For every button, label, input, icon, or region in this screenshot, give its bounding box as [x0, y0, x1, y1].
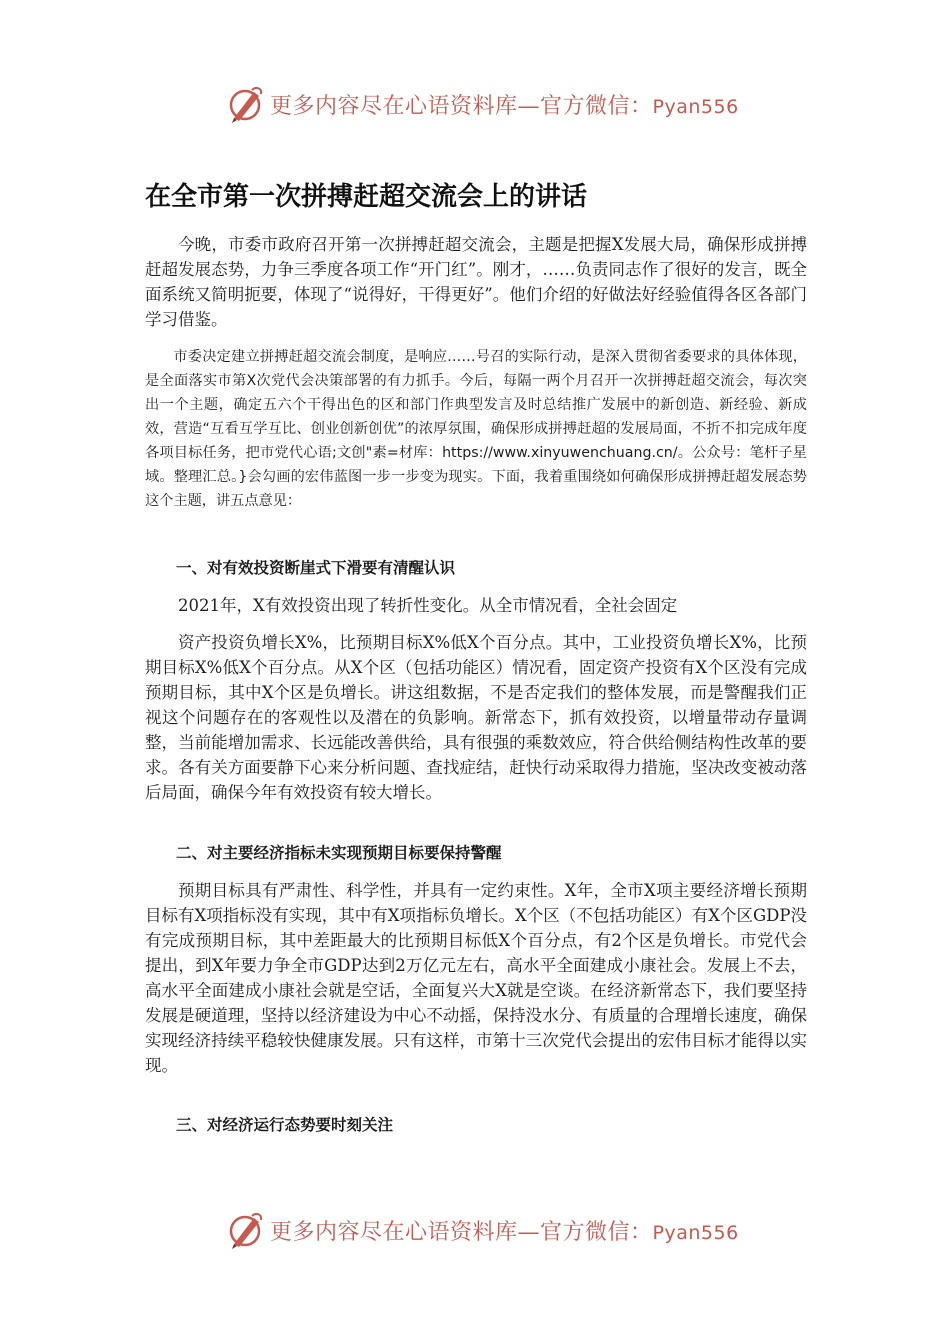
- banner-text: [270, 1215, 739, 1246]
- header-banner: [226, 82, 746, 126]
- banner-wechat-id: Pyan556: [652, 95, 739, 118]
- paragraph-investment: 资产投资负增长X%，比预期目标X%低X个百分点。其中，工业投资负增长X%，比预期目标X%低X个百分点。从X个区（包括功能区）情况看，固定资产投资有X个区没有完成预期目标，其中X个区是负增长。讲这组数据，不是否定我们的整体发展，而是警醒我们正视这个问题存在的客观性以及潜在的负影响。新常态下，抓有效投资，以增量带动存量调整，当前能增加需求、长远能改善供给，具有很强的乘数效应，符合供给侧结构性改革的要求。各有关方面要静下心来分析问题、查找症结，赶快行动采取得力措施，坚决改变被动落后局面，确保今年有效投资有较大增长。: [145, 633, 807, 802]
- paragraph-targets: 预期目标具有严肃性、科学性，并具有一定约束性。X年，全市X项主要经济增长预期目标有X项指标没有实现，其中有X项指标负增长。X个区（不包括功能区）有X个区GDP没有完成预期目标，其中差距最大的比预期目标低X个百分点，有2个区是负增长。市党代会提出，到X年要力争全市GDP达到2万亿元左右，高水平全面建成小康社会。发展上不去，高水平全面建成小康社会就是空话，全面复兴大X就是空谈。在经济新常态下，我们要坚持发展是硬道理，坚持以经济建设为中心不动摇，保持没水分、有质量的合理增长速度，确保实现经济持续平稳较快健康发展。只有这样，市第十三次党代会提出的宏伟目标才能得以实现。: [145, 881, 807, 1075]
- banner-wechat-id: Pyan556: [652, 1221, 739, 1244]
- document-title: 在全市第一次拼搏赶超交流会上的讲话: [145, 182, 588, 212]
- banner-label: 更多内容尽在心语资料库—官方微信：: [270, 1219, 653, 1245]
- paragraph-investment-lead: 2021年，X有效投资出现了转折性变化。从全市情况看，全社会固定: [178, 596, 678, 615]
- banner-label: 更多内容尽在心语资料库—官方微信：: [270, 93, 653, 119]
- pen-logo-icon: [226, 1210, 266, 1250]
- pen-logo-icon: [226, 84, 266, 124]
- footer-banner: [226, 1208, 746, 1252]
- banner-text: [270, 89, 739, 120]
- section-heading-2: 二、对主要经济指标未实现预期目标要保持警醒: [176, 844, 502, 862]
- section-heading-3: 三、对经济运行态势要时刻关注: [176, 1116, 394, 1134]
- paragraph-meeting-system: 市委决定建立拼搏赶超交流会制度，是响应……号召的实际行动，是深入贯彻省委要求的具体体现，是全面落实市第X次党代会决策部署的有力抓手。今后，每隔一两个月召开一次拼搏赶超交流会，每次突出一个主题，确定五六个干得出色的区和部门作典型发言及时总结推广发展中的新创造、新经验、新成效，营造“互看互学互比、创业创新创优”的浓厚氛围，确保形成拼搏赶超的发展局面，不折不扣完成年度各项目标任务，把市党代心语;文创"素=材库：https://www.xinyuwenchuang.cn/。公众号：笔杆子星域。整理汇总。}会勾画的宏伟蓝图一步一步变为现实。下面，我着重围绕如何确保形成拼搏赶超发展态势这个主题，讲五点意见：: [145, 349, 807, 509]
- section-heading-1: 一、对有效投资断崖式下滑要有清醒认识: [176, 559, 456, 577]
- paragraph-intro: 今晚，市委市政府召开第一次拼搏赶超交流会，主题是把握X发展大局，确保形成拼搏赶超发展态势，力争三季度各项工作“开门红”。刚才，……负责同志作了很好的发言，既全面系统又简明扼要，体现了“说得好，干得更好”。他们介绍的好做法好经验值得各区各部门学习借鉴。: [145, 235, 807, 329]
